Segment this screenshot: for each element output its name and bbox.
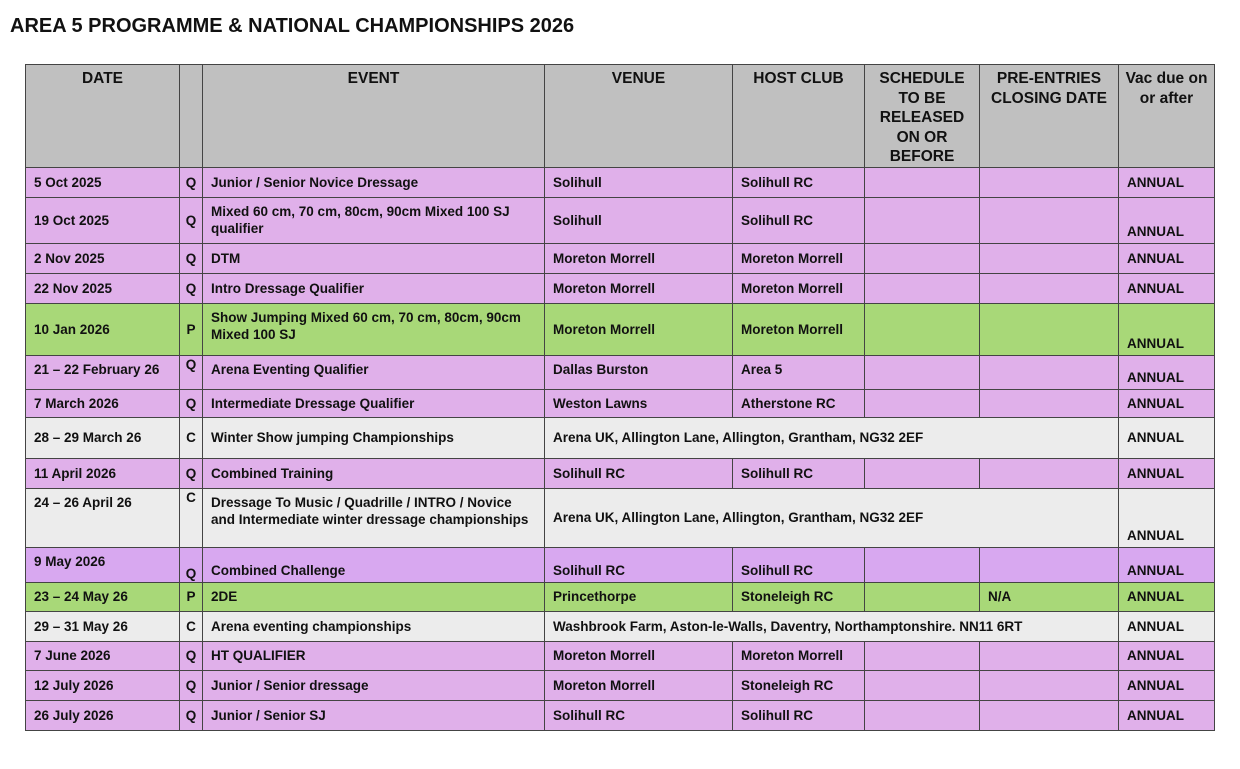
venue-cell: Arena UK, Allington Lane, Allington, Grantham, NG32 2EF: [545, 417, 1119, 458]
table-row: [26, 389, 1215, 417]
date-cell: 7 March 2026: [26, 389, 180, 417]
table-row: [26, 303, 1215, 355]
schedule-cell: [865, 458, 980, 488]
code-cell: Q: [180, 641, 203, 670]
schedule-cell: [865, 641, 980, 670]
date-cell: 9 May 2026: [26, 547, 180, 582]
schedule-cell: [865, 389, 980, 417]
header-code: [180, 65, 203, 168]
code-cell: Q: [180, 197, 203, 243]
venue-cell: Dallas Burston: [545, 355, 733, 389]
code-cell: Q: [180, 273, 203, 303]
date-cell: 5 Oct 2025: [26, 167, 180, 197]
code-cell: Q: [180, 547, 203, 582]
host-club-cell: Stoneleigh RC: [733, 670, 865, 700]
schedule-cell: [865, 355, 980, 389]
code-cell: Q: [180, 700, 203, 730]
event-cell: DTM: [203, 243, 545, 273]
code-cell: Q: [180, 167, 203, 197]
pre-entries-cell: [980, 670, 1119, 700]
header-schedule: SCHEDULE TO BE RELEASED ON OR BEFORE: [865, 65, 980, 168]
code-cell: P: [180, 582, 203, 611]
event-cell: Junior / Senior Novice Dressage: [203, 167, 545, 197]
schedule-cell: [865, 670, 980, 700]
venue-cell: Arena UK, Allington Lane, Allington, Grantham, NG32 2EF: [545, 488, 1119, 547]
pre-entries-cell: [980, 243, 1119, 273]
programme-table: [25, 64, 1215, 731]
pre-entries-cell: [980, 303, 1119, 355]
event-cell: Combined Challenge: [203, 547, 545, 582]
vac-cell: ANNUAL: [1119, 355, 1215, 389]
host-club-cell: Solihull RC: [733, 458, 865, 488]
schedule-cell: [865, 547, 980, 582]
pre-entries-cell: [980, 197, 1119, 243]
pre-entries-cell: N/A: [980, 582, 1119, 611]
vac-cell: ANNUAL: [1119, 243, 1215, 273]
event-cell: Junior / Senior SJ: [203, 700, 545, 730]
vac-cell: ANNUAL: [1119, 488, 1215, 547]
table-row: [26, 670, 1215, 700]
table-row: [26, 167, 1215, 197]
vac-cell: ANNUAL: [1119, 167, 1215, 197]
table-row: [26, 611, 1215, 641]
table-row: [26, 582, 1215, 611]
event-cell: Intro Dressage Qualifier: [203, 273, 545, 303]
vac-cell: ANNUAL: [1119, 273, 1215, 303]
host-club-cell: Solihull RC: [733, 700, 865, 730]
table-row: [26, 417, 1215, 458]
header-date: DATE: [26, 65, 180, 168]
header-vac: Vac due on or after: [1119, 65, 1215, 168]
vac-cell: ANNUAL: [1119, 197, 1215, 243]
date-cell: 10 Jan 2026: [26, 303, 180, 355]
header-pre-entries: PRE-ENTRIES CLOSING DATE: [980, 65, 1119, 168]
host-club-cell: Moreton Morrell: [733, 641, 865, 670]
venue-cell: Weston Lawns: [545, 389, 733, 417]
date-cell: 2 Nov 2025: [26, 243, 180, 273]
venue-cell: Solihull: [545, 167, 733, 197]
code-cell: Q: [180, 670, 203, 700]
date-cell: 19 Oct 2025: [26, 197, 180, 243]
host-club-cell: Solihull RC: [733, 547, 865, 582]
table-row: [26, 197, 1215, 243]
schedule-cell: [865, 303, 980, 355]
host-club-cell: Moreton Morrell: [733, 243, 865, 273]
date-cell: 22 Nov 2025: [26, 273, 180, 303]
code-cell: C: [180, 417, 203, 458]
venue-cell: Solihull: [545, 197, 733, 243]
host-club-cell: Stoneleigh RC: [733, 582, 865, 611]
pre-entries-cell: [980, 355, 1119, 389]
venue-cell: Solihull RC: [545, 547, 733, 582]
table-row: [26, 355, 1215, 389]
pre-entries-cell: [980, 700, 1119, 730]
event-cell: Show Jumping Mixed 60 cm, 70 cm, 80cm, 90cm Mixed 100 SJ: [203, 303, 545, 355]
schedule-cell: [865, 197, 980, 243]
event-cell: HT QUALIFIER: [203, 641, 545, 670]
venue-cell: Princethorpe: [545, 582, 733, 611]
code-cell: Q: [180, 355, 203, 389]
venue-cell: Moreton Morrell: [545, 670, 733, 700]
header-row: [26, 65, 1215, 168]
table-row: [26, 458, 1215, 488]
venue-cell: Moreton Morrell: [545, 641, 733, 670]
code-cell: Q: [180, 243, 203, 273]
header-event: EVENT: [203, 65, 545, 168]
pre-entries-cell: [980, 273, 1119, 303]
venue-cell: Solihull RC: [545, 458, 733, 488]
table-row: [26, 488, 1215, 547]
event-cell: Arena Eventing Qualifier: [203, 355, 545, 389]
event-cell: Winter Show jumping Championships: [203, 417, 545, 458]
page-title: AREA 5 PROGRAMME & NATIONAL CHAMPIONSHIPS 2026: [10, 15, 575, 37]
schedule-cell: [865, 243, 980, 273]
vac-cell: ANNUAL: [1119, 389, 1215, 417]
date-cell: 28 – 29 March 26: [26, 417, 180, 458]
pre-entries-cell: [980, 167, 1119, 197]
event-cell: 2DE: [203, 582, 545, 611]
venue-cell: Solihull RC: [545, 700, 733, 730]
host-club-cell: Solihull RC: [733, 197, 865, 243]
event-cell: Arena eventing championships: [203, 611, 545, 641]
vac-cell: ANNUAL: [1119, 670, 1215, 700]
pre-entries-cell: [980, 547, 1119, 582]
host-club-cell: Moreton Morrell: [733, 273, 865, 303]
table-row: [26, 273, 1215, 303]
date-cell: 23 – 24 May 26: [26, 582, 180, 611]
code-cell: P: [180, 303, 203, 355]
date-cell: 21 – 22 February 26: [26, 355, 180, 389]
code-cell: Q: [180, 389, 203, 417]
schedule-cell: [865, 273, 980, 303]
vac-cell: ANNUAL: [1119, 582, 1215, 611]
venue-cell: Moreton Morrell: [545, 303, 733, 355]
event-cell: Intermediate Dressage Qualifier: [203, 389, 545, 417]
code-cell: C: [180, 488, 203, 547]
venue-cell: Moreton Morrell: [545, 273, 733, 303]
schedule-cell: [865, 167, 980, 197]
vac-cell: ANNUAL: [1119, 458, 1215, 488]
date-cell: 7 June 2026: [26, 641, 180, 670]
host-club-cell: Area 5: [733, 355, 865, 389]
header-host-club: HOST CLUB: [733, 65, 865, 168]
vac-cell: ANNUAL: [1119, 303, 1215, 355]
vac-cell: ANNUAL: [1119, 641, 1215, 670]
date-cell: 11 April 2026: [26, 458, 180, 488]
vac-cell: ANNUAL: [1119, 611, 1215, 641]
table-row: [26, 243, 1215, 273]
schedule-cell: [865, 582, 980, 611]
schedule-cell: [865, 700, 980, 730]
event-cell: Combined Training: [203, 458, 545, 488]
venue-cell: Washbrook Farm, Aston-le-Walls, Daventry, Northamptonshire. NN11 6RT: [545, 611, 1119, 641]
venue-cell: Moreton Morrell: [545, 243, 733, 273]
header-venue: VENUE: [545, 65, 733, 168]
event-cell: Dressage To Music / Quadrille / INTRO / Novice and Intermediate winter dressage championships: [203, 488, 545, 547]
date-cell: 12 July 2026: [26, 670, 180, 700]
host-club-cell: Atherstone RC: [733, 389, 865, 417]
code-cell: C: [180, 611, 203, 641]
table-row: [26, 547, 1215, 582]
event-cell: Mixed 60 cm, 70 cm, 80cm, 90cm Mixed 100 SJ qualifier: [203, 197, 545, 243]
table-row: [26, 700, 1215, 730]
pre-entries-cell: [980, 458, 1119, 488]
host-club-cell: Moreton Morrell: [733, 303, 865, 355]
date-cell: 29 – 31 May 26: [26, 611, 180, 641]
date-cell: 26 July 2026: [26, 700, 180, 730]
host-club-cell: Solihull RC: [733, 167, 865, 197]
vac-cell: ANNUAL: [1119, 547, 1215, 582]
event-cell: Junior / Senior dressage: [203, 670, 545, 700]
vac-cell: ANNUAL: [1119, 700, 1215, 730]
date-cell: 24 – 26 April 26: [26, 488, 180, 547]
vac-cell: ANNUAL: [1119, 417, 1215, 458]
code-cell: Q: [180, 458, 203, 488]
pre-entries-cell: [980, 389, 1119, 417]
table-row: [26, 641, 1215, 670]
pre-entries-cell: [980, 641, 1119, 670]
